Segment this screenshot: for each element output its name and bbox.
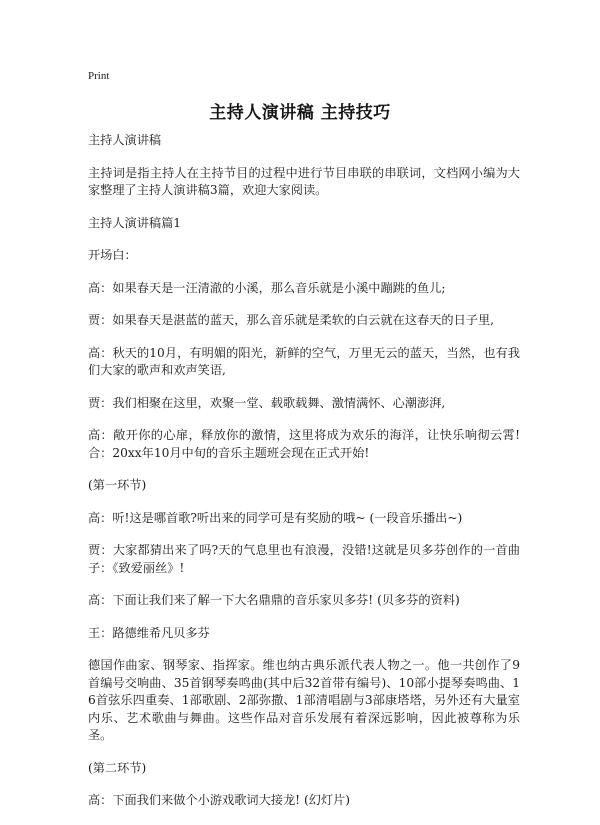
intro-paragraph: 主持词是指主持人在主持节目的过程中进行节目串联的串联词，文档网小编为大家整理了主持人演讲稿3篇，欢迎大家阅读。 [88, 165, 520, 197]
dialogue-line: 贾：大家都猜出来了吗?天的气息里也有浪漫，没错!这就是贝多芬创作的一首曲子：《致爱丽丝》! [88, 543, 520, 575]
dialogue-line: 高：下面我们来做个小游戏歌词大接龙! (幻灯片) [88, 793, 351, 807]
dialogue-line: 贾：如果春天是湛蓝的蓝天，那么音乐就是柔软的白云就在这春天的日子里, [88, 313, 495, 327]
opening-label: 开场白： [88, 248, 137, 262]
dialogue-line: 高：秋天的10月，有明媚的阳光，新鲜的空气，万里无云的蓝天，当然，也有我们大家的歌声和欢声笑语, [88, 345, 520, 377]
print-label: Print [88, 70, 110, 82]
biography-paragraph: 德国作曲家、钢琴家、指挥家。维也纳古典乐派代表人物之一。他一共创作了9首编号交响曲、35首钢琴奏鸣曲(其中后32首带有编号)、10部小提琴奏鸣曲、16首弦乐四重奏、1部歌剧、2部弥撒、1部清唱剧与3部康塔塔，另外还有大量室内乐、艺术歌曲与舞曲。这些作品对音乐发展有着深远影响，因此被尊称为乐圣。 [88, 658, 520, 742]
dialogue-line: 高：听!这是哪首歌?听出来的同学可是有奖励的哦~ (一段音乐播出~) [88, 510, 463, 525]
dialogue-line: 高：如果春天是一汪清澈的小溪，那么音乐就是小溪中蹦跳的鱼儿; [88, 280, 446, 295]
dialogue-line: 王：路德维希凡贝多芬 [88, 625, 210, 640]
dialogue-line: 贾：我们相聚在这里，欢聚一堂、载歌载舞、激情满怀、心潮澎湃, [88, 395, 446, 410]
section-heading: 主持人演讲稿 [88, 133, 162, 147]
document-body [88, 132, 520, 825]
speech-heading: 主持人演讲稿篇1 [88, 215, 182, 230]
document-title: 主持人演讲稿 主持技巧 [209, 103, 391, 123]
segment-heading: (第二环节) [88, 760, 147, 775]
segment-heading: (第一环节) [88, 478, 147, 492]
dialogue-line: 高：下面让我们来了解一下大名鼎鼎的音乐家贝多芬! (贝多芬的资料) [88, 593, 460, 607]
dialogue-line: 高：敞开你的心扉，释放你的激情，这里将成为欢乐的海洋，让快乐响彻云霄! 合：20xx年10月中旬的音乐主题班会现在正式开始! [88, 428, 520, 460]
